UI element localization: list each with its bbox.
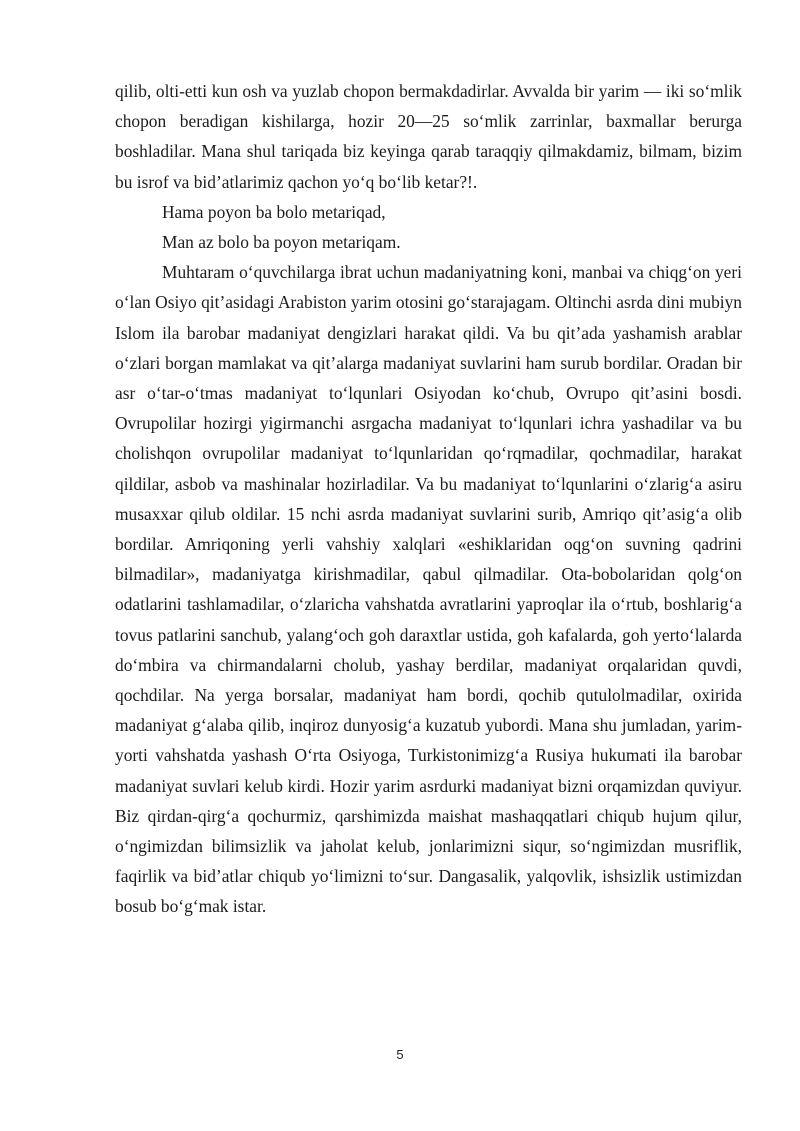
verse-line: Hama poyon ba bolo metariqad, [162, 201, 386, 222]
paragraph-continuation: qilib, olti-etti kun osh va yuzlab chopon bermakdadirlar. Avvalda bir yarim — iki so‘mlik chopon beradigan kishilarga, hozir 20—25 so‘mlik zarrinlar, baxmallar berurga boshladilar. Mana shul tariqada biz keyinga qarab taraqqiy qilmakdamiz, bilmam, bizim bu isrof va bid’atlarimiz qachon yo‘q bo‘lib ketar?!. [115, 81, 742, 192]
page-number: 5 [396, 1047, 404, 1062]
body-text [115, 76, 742, 922]
paragraph-main: Muhtaram o‘quvchilarga ibrat uchun madaniyatning koni, manbai va chiqg‘on yeri o‘lan Osiyo qit’asidagi Arabiston yarim otosini go‘starajagam. Oltinchi asrda dini mubiyn Islom ila barobar madaniyat dengizlari harakat qildi. Va bu qit’ada yashamish arablar o‘zlari borgan mamlakat va qit’alarga madaniyat suvlarini ham surub bordilar. Oradan bir asr o‘tar-o‘tmas madaniyat to‘lqunlari Osiyodan ko‘chub, Ovrupo qit’asini bosdi. Ovrupolilar hozirgi yigirmanchi asrgacha madaniyat to‘lqunlari ichra yashadilar va bu cholishqon ovrupolilar madaniyat to‘lqunlaridan qo‘rqmadilar, qochmadilar, harakat qildilar, asbob va mashinalar hozirladilar. Va bu madaniyat to‘lqunlarini o‘zlarig‘a asiru musaxxar qilub oldilar. 15 nchi asrda madaniyat suvlarini surib, Amriqo qit’asig‘a olib bordilar. Amriqoning yerli vahshiy xalqlari «eshiklaridan oqg‘on suvning qadrini bilmadilar», madaniyatga kirishmadilar, qabul qilmadilar. Ota-bobolaridan qolg‘on odatlarini tashlamadilar, o‘zlaricha vahshatda avratlarini yaproqlar ila o‘rtub, boshlarig‘a tovus patlarini sanchub, yalang‘och goh daraxtlar ustida, goh kafalarda, goh yerto‘lalarda do‘mbira va chirmandalarni cholub, yashay berdilar, madaniyat orqalaridan quvdi, qochdilar. Na yerga borsalar, madaniyat ham bordi, qochib qutulolmadilar, oxirida madaniyat g‘alaba qilib, inqiroz dunyosig‘a kuzatub yubordi. Mana shu jumladan, yarim-yorti vahshatda yashash O‘rta Osiyoga, Turkistonimizg‘a Rusiya hukumati ila barobar madaniyat suvlari kelub kirdi. Hozir yarim asrdurki madaniyat bizni orqamizdan quviyur. Biz qirdan-qirg‘a qochurmiz, qarshimizda maishat mashaqqatlari chiqub hujum qilur, o‘ngimizdan bilimsizlik va jaholat kelub, jonlarimizni siqur, so‘ngimizdan musriflik, faqirlik va bid’atlar chiqub yo‘limizni to‘sur. Dangasalik, yalqovlik, ishsizlik ustimizdan bosub bo‘g‘mak istar. [115, 262, 742, 917]
verse-line: Man az bolo ba poyon metariqam. [162, 232, 401, 253]
